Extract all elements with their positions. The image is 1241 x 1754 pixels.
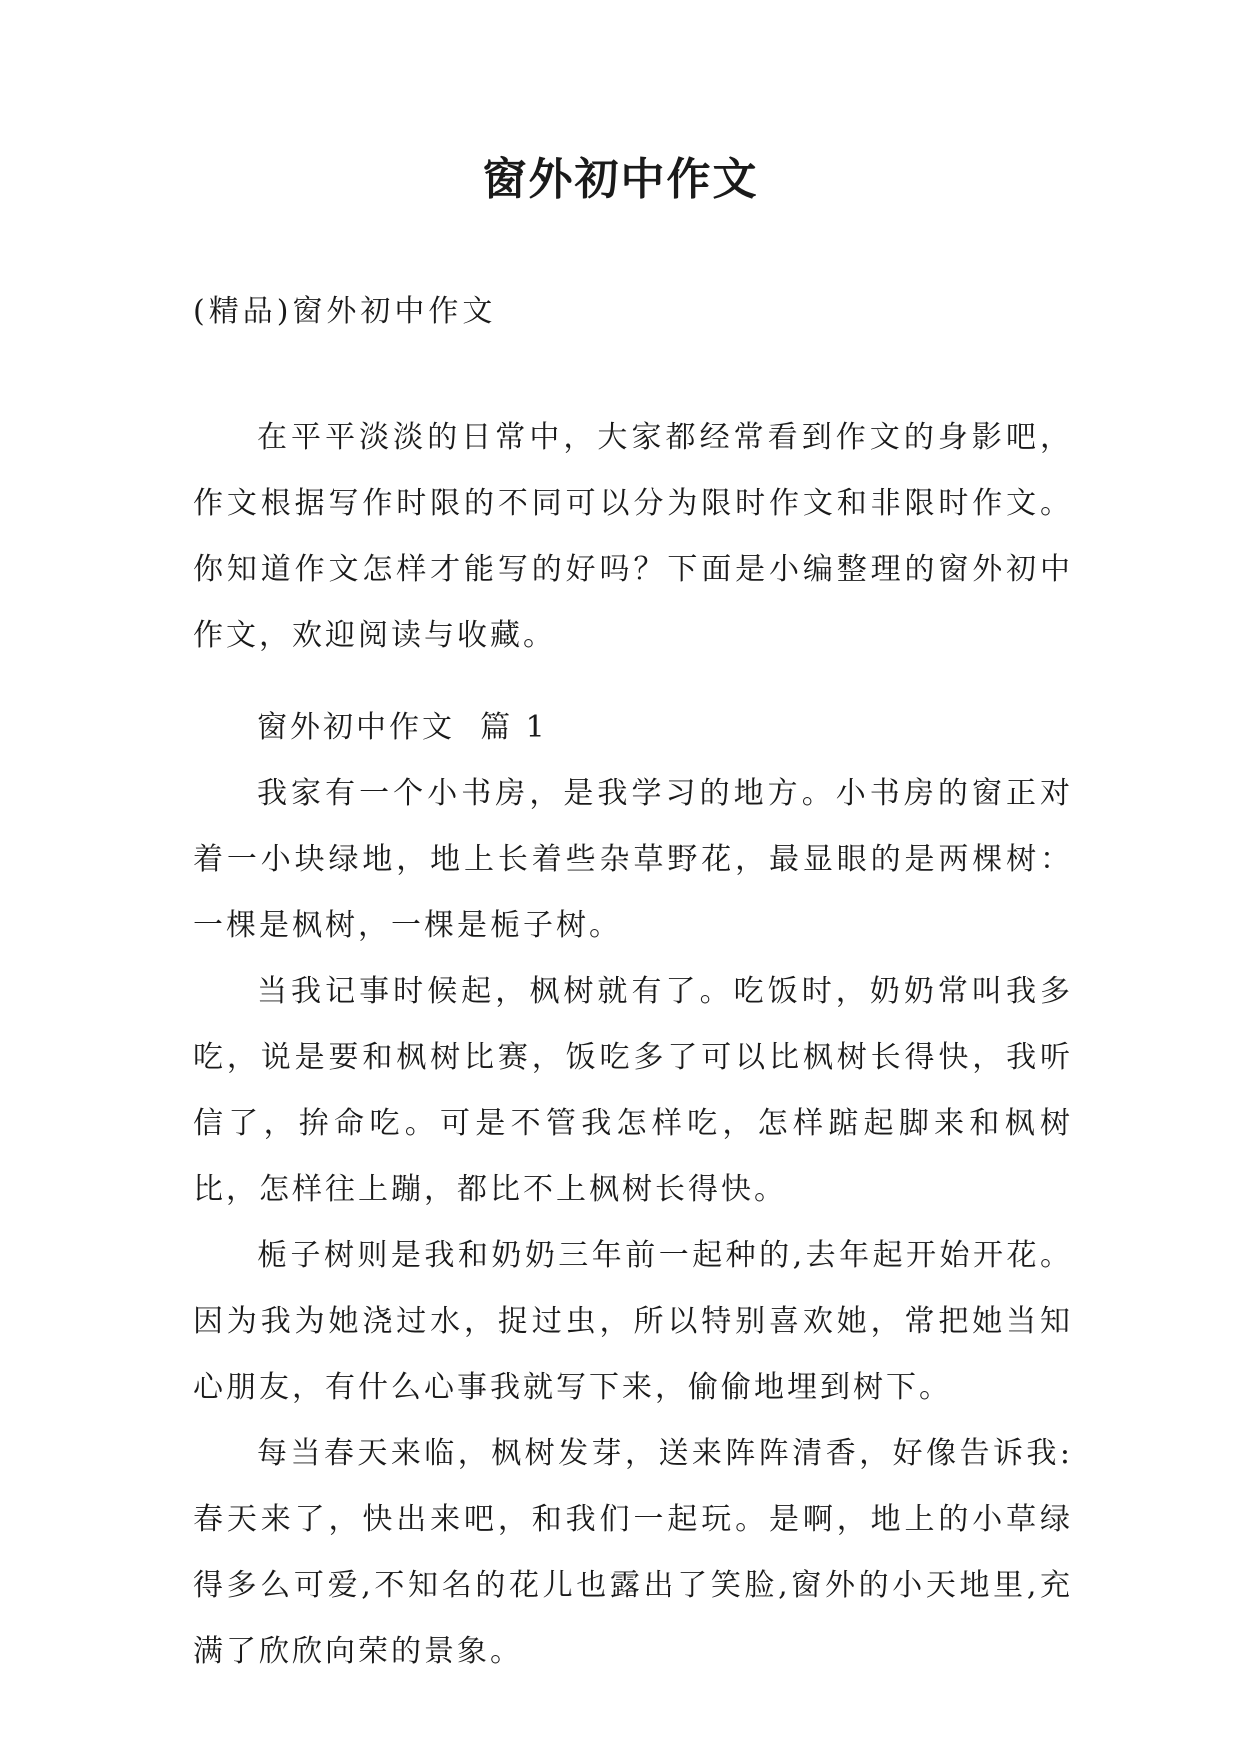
essay-paragraph: 栀子树则是我和奶奶三年前一起种的,去年起开始开花。因为我为她浇过水，捉过虫，所以特别喜欢她，常把她当知心朋友，有什么心事我就写下来，偷偷地埋到树下。: [193, 1238, 1073, 1405]
essay-paragraph: 每当春天来临，枫树发芽，送来阵阵清香，好像告诉我:春天来了，快出来吧，和我们一起玩。是啊，地上的小草绿得多么可爱,不知名的花儿也露出了笑脸,窗外的小天地里,充满了欣欣向荣的景象。: [193, 1436, 1073, 1669]
document-subtitle: (精品)窗外初中作文: [193, 294, 497, 329]
essay-paragraph: 当我记事时候起，枫树就有了。吃饭时，奶奶常叫我多吃，说是要和枫树比赛，饭吃多了可以比枫树长得快，我听信了，拚命吃。可是不管我怎样吃，怎样踮起脚来和枫树比，怎样往上蹦，都比不上枫树长得快。: [193, 974, 1073, 1207]
intro-block: [193, 405, 1073, 669]
section-heading: 窗外初中作文 篇 1: [257, 710, 548, 745]
document-title: 窗外初中作文: [482, 154, 759, 205]
intro-paragraph: 在平平淡淡的日常中，大家都经常看到作文的身影吧，作文根据写作时限的不同可以分为限时作文和非限时作文。你知道作文怎样才能写的好吗？下面是小编整理的窗外初中作文，欢迎阅读与收藏。: [193, 420, 1073, 653]
essay-block: [193, 695, 1073, 1685]
essay-paragraph: 我家有一个小书房，是我学习的地方。小书房的窗正对着一小块绿地，地上长着些杂草野花，最显眼的是两棵树：一棵是枫树，一棵是栀子树。: [193, 776, 1073, 943]
